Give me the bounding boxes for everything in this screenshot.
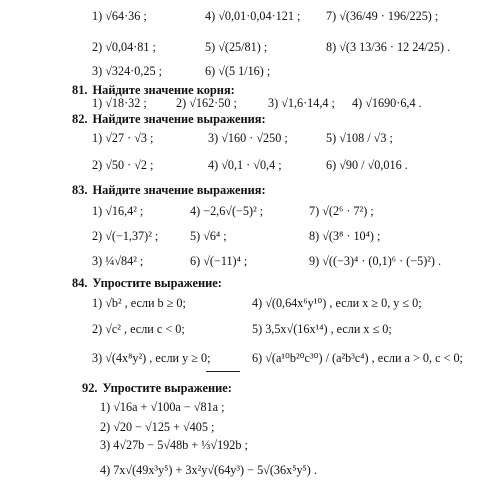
math-problem: 1) √16a + √100a − √81a ; bbox=[100, 400, 225, 414]
math-problem: 5) 3,5x√(16x¹⁴) , если x ≤ 0; bbox=[252, 322, 392, 336]
math-problem: 2) √50 · √2 ; bbox=[92, 158, 154, 172]
math-problem: 2) √(−1,37)² ; bbox=[92, 229, 159, 243]
exercise-heading bbox=[72, 276, 222, 290]
math-problem: 4) √(0,64x⁶y¹⁰) , если x ≥ 0, y ≤ 0; bbox=[252, 296, 422, 310]
exercise-title: Найдите значение корня: bbox=[92, 83, 235, 97]
math-problem: 5) √108 / √3 ; bbox=[326, 131, 393, 145]
math-problem: 2) √0,04·81 ; bbox=[92, 40, 156, 54]
math-problem: 7) √(2⁶ · 7²) ; bbox=[309, 204, 374, 218]
math-problem: 4) √0,1 · √0,4 ; bbox=[208, 158, 282, 172]
exercise-heading bbox=[72, 112, 266, 126]
section-divider bbox=[206, 371, 240, 372]
exercise-number: 81. bbox=[72, 83, 88, 97]
math-problem: 3) √(4x⁸y²) , если y ≥ 0; bbox=[92, 351, 211, 365]
math-problem: 1) √64·36 ; bbox=[92, 9, 147, 23]
math-problem: 3) 4√27b − 5√48b + ⅓√192b ; bbox=[100, 438, 248, 452]
exercise-title: Найдите значение выражения: bbox=[92, 112, 266, 126]
math-problem: 1) √16,4² ; bbox=[92, 204, 144, 218]
math-problem: 9) √((−3)⁴ · (0,1)⁶ · (−5)²) . bbox=[309, 254, 442, 268]
exercise-title: Упростите выражение: bbox=[102, 381, 232, 395]
exercise-number: 84. bbox=[72, 276, 88, 290]
exercise-number: 83. bbox=[72, 183, 88, 197]
math-problem: 6) √90 / √0,016 . bbox=[326, 158, 408, 172]
math-problem: 7) √(36/49 · 196/225) ; bbox=[326, 9, 439, 23]
math-problem: 3) √160 · √250 ; bbox=[208, 131, 288, 145]
math-problem: 1) √b² , если b ≥ 0; bbox=[92, 296, 186, 310]
exercise-number: 92. bbox=[82, 381, 98, 395]
math-problem: 1) √27 · √3 ; bbox=[92, 131, 154, 145]
exercise-heading bbox=[72, 183, 266, 197]
math-problem: 4) √1690·6,4 . bbox=[352, 96, 422, 110]
math-problem: 3) √324·0,25 ; bbox=[92, 64, 162, 78]
math-problem: 6) √(5 1/16) ; bbox=[205, 64, 271, 78]
exercise-heading bbox=[82, 381, 232, 395]
exercise-title: Найдите значение выражения: bbox=[92, 183, 266, 197]
exercise-heading bbox=[72, 83, 235, 97]
math-problem: 5) √(25/81) ; bbox=[205, 40, 268, 54]
math-problem: 6) √(−11)⁴ ; bbox=[190, 254, 248, 268]
math-problem: 3) √1,6·14,4 ; bbox=[268, 96, 335, 110]
math-problem: 1) √18·32 ; bbox=[92, 96, 147, 110]
math-problem: 2) √20 − √125 + √405 ; bbox=[100, 420, 215, 434]
math-problem: 3) ¼√84² ; bbox=[92, 254, 144, 268]
math-problem: 8) √(3⁸ · 10⁴) ; bbox=[309, 229, 381, 243]
math-problem: 2) √c² , если c < 0; bbox=[92, 322, 185, 336]
math-problem: 2) √162·50 ; bbox=[176, 96, 237, 110]
exercise-title: Упростите выражение: bbox=[92, 276, 222, 290]
math-problem: 6) √(a¹⁰b²⁰c³⁰) / (a²b³c⁴) , если a > 0, c < 0; bbox=[252, 351, 463, 365]
exercise-number: 82. bbox=[72, 112, 88, 126]
math-problem: 4) √0,01·0,04·121 ; bbox=[205, 9, 301, 23]
math-problem: 8) √(3 13/36 · 12 24/25) . bbox=[326, 40, 451, 54]
math-problem: 4) −2,6√(−5)² ; bbox=[190, 204, 264, 218]
math-problem: 4) 7x√(49x³y⁵) + 3x²y√(64y³) − 5√(36x⁵y⁵) . bbox=[100, 463, 317, 477]
math-problem: 5) √6⁴ ; bbox=[190, 229, 227, 243]
